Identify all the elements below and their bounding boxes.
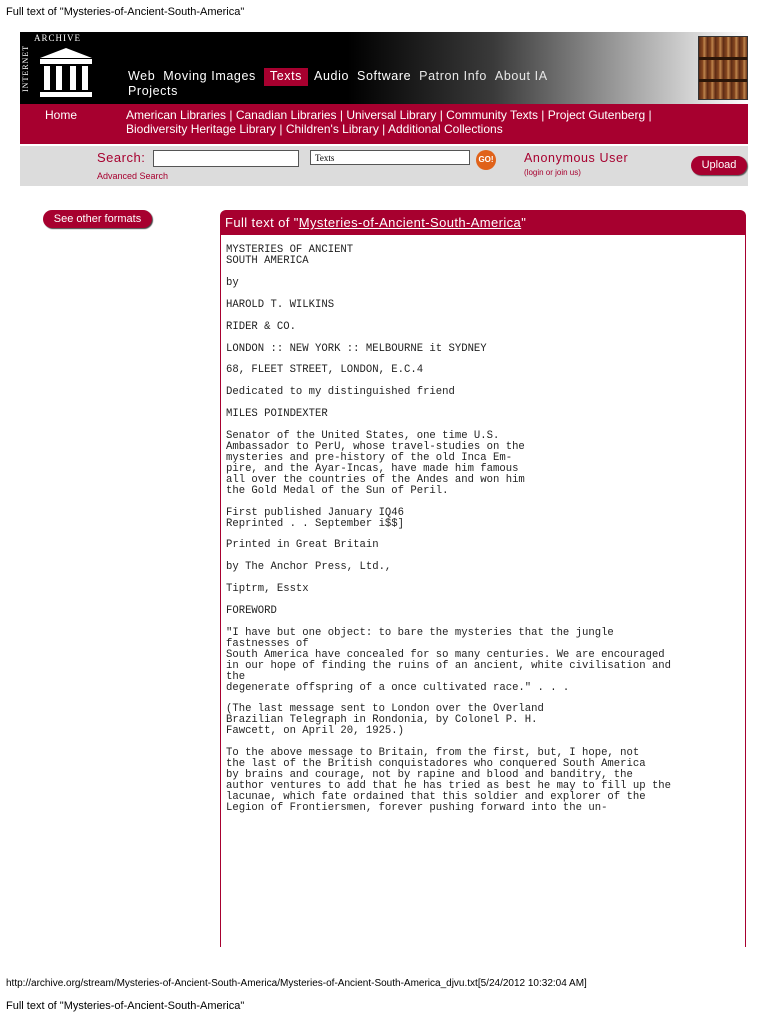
logo-top-text: ARCHIVE bbox=[34, 33, 81, 43]
upload-button[interactable]: Upload bbox=[691, 156, 747, 175]
panel-title-suffix: " bbox=[521, 215, 527, 230]
text-paragraph: To the above message to Britain, from the first, but, I hope, not the last of the British conquistadores who conquered South America by brains and courage, not by rapine and blood and banditry, the author ventures to add that he has tried as best he may to fill up the lacunae, which fate ordained that this soldier and explorer of the Legion of Frontiersmen, forever pushing forward into the un- bbox=[226, 747, 672, 814]
collections-line-1[interactable]: American Libraries | Canadian Libraries | Universal Library | Community Texts | Project Gutenberg | bbox=[126, 108, 652, 122]
full-text-content bbox=[226, 245, 742, 825]
footer-title: Full text of "Mysteries-of-Ancient-South-America" bbox=[6, 1000, 245, 1012]
text-paragraph: FOREWORD bbox=[226, 605, 277, 618]
panel-title-link[interactable]: Mysteries-of-Ancient-South-America bbox=[298, 215, 522, 230]
nav-patron-info[interactable]: Patron Info bbox=[419, 69, 487, 83]
text-paragraph: Dedicated to my distinguished friend bbox=[226, 386, 455, 399]
search-label: Search: bbox=[97, 150, 146, 165]
full-text-panel bbox=[220, 235, 746, 947]
panel-title-prefix: Full text of " bbox=[225, 215, 299, 230]
text-paragraph: "I have but one object: to bare the mysteries that the jungle fastnesses of South America have concealed for so many centuries. We are encouraged in our hope of finding the ruins of an ancient, white civilisation and the degenerate offspring of a once cultivated race." . . . bbox=[226, 627, 672, 694]
nav-moving-images[interactable]: Moving Images bbox=[163, 69, 256, 83]
text-paragraph: LONDON :: NEW YORK :: MELBOURNE it SYDNEY bbox=[226, 342, 487, 355]
nav-about-ia[interactable]: About IA bbox=[494, 69, 548, 83]
text-paragraph: HAROLD T. WILKINS bbox=[226, 298, 335, 311]
panel-header bbox=[220, 210, 746, 235]
internet-archive-logo[interactable] bbox=[20, 32, 116, 104]
text-paragraph: (The last message sent to London over the Overland Brazilian Telegraph in Rondonia, by Colonel P. H. Fawcett, on April 20, 1925.) bbox=[226, 703, 544, 738]
top-nav bbox=[128, 68, 556, 86]
footer-url: http://archive.org/stream/Mysteries-of-Ancient-South-America/Mysteries-of-Ancient-South-America_djvu.txt[5/24/2012 10:32:04 AM] bbox=[6, 978, 587, 989]
text-paragraph: RIDER & CO. bbox=[226, 320, 296, 333]
text-paragraph: Tiptrm, Esstx bbox=[226, 583, 309, 596]
text-paragraph: MILES POINDEXTER bbox=[226, 408, 328, 421]
text-paragraph: Printed in Great Britain bbox=[226, 539, 379, 552]
advanced-search-link[interactable]: Advanced Search bbox=[97, 171, 169, 181]
nav-audio[interactable]: Audio bbox=[314, 69, 350, 83]
page-header-title: Full text of "Mysteries-of-Ancient-South-America" bbox=[6, 6, 245, 18]
text-paragraph: Senator of the United States, one time U.S. Ambassador to PerU, whose travel-studies on the mysteries and pre-history of the old Inca Em- pire, and the Ayar-Incas, have made him famous all over the countries of the Andes and won him the Gold Medal of the Sun of Peril. bbox=[226, 430, 525, 497]
login-link[interactable]: (login or join us) bbox=[524, 168, 581, 177]
panel-title bbox=[225, 215, 526, 230]
collections-bar bbox=[20, 104, 748, 144]
text-paragraph: 68, FLEET STREET, LONDON, E.C.4 bbox=[226, 364, 424, 377]
nav-texts[interactable]: Texts bbox=[264, 68, 308, 86]
books-image bbox=[698, 36, 748, 100]
home-link[interactable]: Home bbox=[45, 108, 78, 122]
nav-software[interactable]: Software bbox=[357, 69, 412, 83]
text-paragraph: by bbox=[226, 276, 239, 289]
text-paragraph: by The Anchor Press, Ltd., bbox=[226, 561, 392, 574]
see-other-formats-button[interactable]: See other formats bbox=[43, 210, 152, 228]
nav-web[interactable]: Web bbox=[128, 69, 156, 83]
archive-building-icon bbox=[36, 46, 96, 98]
collections-line-2[interactable]: Biodiversity Heritage Library | Children's Library | Additional Collections bbox=[126, 122, 503, 136]
search-media-select[interactable]: Texts bbox=[310, 150, 470, 165]
text-paragraph: First published January IQ46 Reprinted . . September i$$] bbox=[226, 506, 405, 530]
collections-links[interactable] bbox=[126, 108, 686, 136]
logo-side-text: INTERNET bbox=[21, 44, 30, 92]
text-paragraph: MYSTERIES OF ANCIENT SOUTH AMERICA bbox=[226, 244, 354, 267]
nav-projects[interactable]: Projects bbox=[128, 84, 178, 98]
search-input[interactable] bbox=[153, 150, 299, 167]
go-button[interactable]: GO! bbox=[476, 150, 496, 170]
anonymous-user-label: Anonymous User bbox=[524, 151, 629, 165]
